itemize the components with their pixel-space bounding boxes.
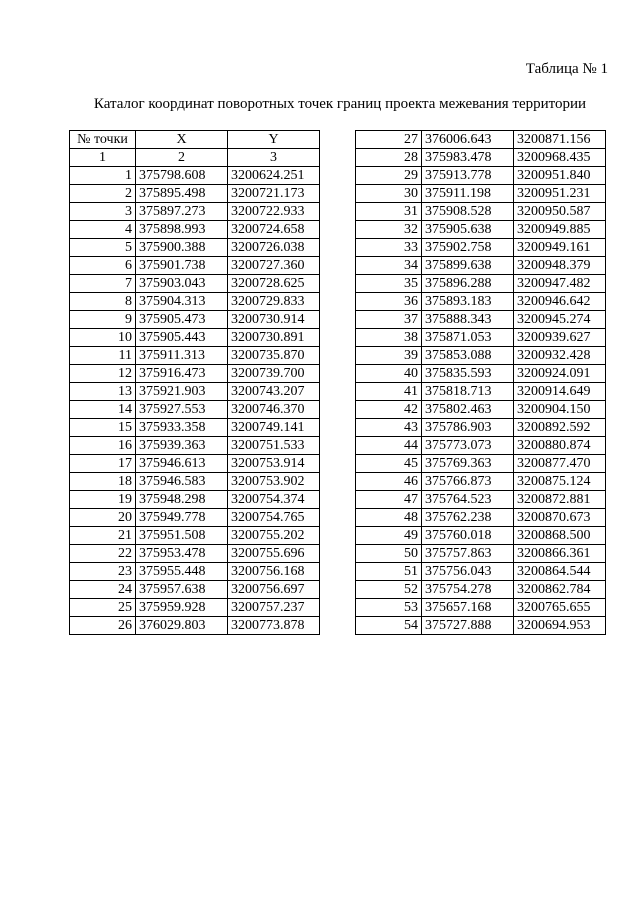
y-coordinate-cell: 3200872.881 — [514, 491, 606, 509]
point-number-cell: 2 — [70, 185, 136, 203]
y-coordinate-cell: 3200753.914 — [228, 455, 320, 473]
y-coordinate-cell: 3200756.168 — [228, 563, 320, 581]
x-coordinate-cell: 375895.498 — [136, 185, 228, 203]
point-number-cell: 38 — [356, 329, 422, 347]
table-row — [70, 239, 320, 257]
y-coordinate-cell: 3200728.625 — [228, 275, 320, 293]
table-row — [70, 383, 320, 401]
point-number-cell: 36 — [356, 293, 422, 311]
x-coordinate-cell: 375818.713 — [422, 383, 514, 401]
table-row — [70, 347, 320, 365]
x-coordinate-cell: 375757.863 — [422, 545, 514, 563]
x-coordinate-cell: 375913.778 — [422, 167, 514, 185]
table-row — [356, 455, 606, 473]
x-coordinate-cell: 375786.903 — [422, 419, 514, 437]
table-row — [70, 617, 320, 635]
point-number-cell: 54 — [356, 617, 422, 635]
y-coordinate-cell: 3200951.840 — [514, 167, 606, 185]
y-coordinate-cell: 3200754.765 — [228, 509, 320, 527]
point-number-cell: 4 — [70, 221, 136, 239]
point-number-cell: 26 — [70, 617, 136, 635]
point-number-cell: 1 — [70, 167, 136, 185]
point-number-cell: 11 — [70, 347, 136, 365]
table-row — [356, 617, 606, 635]
y-coordinate-cell: 3200743.207 — [228, 383, 320, 401]
y-coordinate-cell: 3200751.533 — [228, 437, 320, 455]
table-row — [70, 293, 320, 311]
x-coordinate-cell: 375946.583 — [136, 473, 228, 491]
y-coordinate-cell: 3200877.470 — [514, 455, 606, 473]
table-row — [70, 275, 320, 293]
point-number-cell: 10 — [70, 329, 136, 347]
table-row — [356, 527, 606, 545]
x-coordinate-cell: 375754.278 — [422, 581, 514, 599]
x-coordinate-cell: 375871.053 — [422, 329, 514, 347]
y-coordinate-cell: 3200866.361 — [514, 545, 606, 563]
point-number-cell: 31 — [356, 203, 422, 221]
y-coordinate-cell: 3200755.696 — [228, 545, 320, 563]
x-coordinate-cell: 375902.758 — [422, 239, 514, 257]
y-coordinate-cell: 3200727.360 — [228, 257, 320, 275]
x-coordinate-cell: 375904.313 — [136, 293, 228, 311]
y-coordinate-cell: 3200932.428 — [514, 347, 606, 365]
table-row — [356, 383, 606, 401]
x-coordinate-cell: 376006.643 — [422, 131, 514, 149]
y-coordinate-cell: 3200721.173 — [228, 185, 320, 203]
y-coordinate-cell: 3200924.091 — [514, 365, 606, 383]
table-row — [70, 257, 320, 275]
coordinates-table-right-body — [356, 131, 606, 635]
table-row — [70, 365, 320, 383]
point-number-cell: 53 — [356, 599, 422, 617]
table-row — [356, 185, 606, 203]
x-coordinate-cell: 375957.638 — [136, 581, 228, 599]
y-coordinate-cell: 3200739.700 — [228, 365, 320, 383]
point-number-cell: 28 — [356, 149, 422, 167]
table-row — [70, 473, 320, 491]
table-row — [356, 347, 606, 365]
point-number-cell: 51 — [356, 563, 422, 581]
point-number-cell: 47 — [356, 491, 422, 509]
x-coordinate-cell: 375959.928 — [136, 599, 228, 617]
x-coordinate-cell: 375983.478 — [422, 149, 514, 167]
table-row — [70, 527, 320, 545]
table-row — [70, 581, 320, 599]
point-number-cell: 8 — [70, 293, 136, 311]
y-coordinate-cell: 3200949.885 — [514, 221, 606, 239]
point-number-cell: 39 — [356, 347, 422, 365]
table-row — [70, 311, 320, 329]
y-coordinate-cell: 3200950.587 — [514, 203, 606, 221]
x-coordinate-cell: 375762.238 — [422, 509, 514, 527]
point-number-cell: 7 — [70, 275, 136, 293]
y-coordinate-cell: 3200694.953 — [514, 617, 606, 635]
y-coordinate-cell: 3200753.902 — [228, 473, 320, 491]
x-coordinate-cell: 375953.478 — [136, 545, 228, 563]
table-row — [356, 365, 606, 383]
x-coordinate-cell: 375903.043 — [136, 275, 228, 293]
table-row — [356, 275, 606, 293]
table-row — [70, 563, 320, 581]
coordinates-table-right — [355, 130, 606, 635]
point-number-cell: 3 — [70, 203, 136, 221]
table-row — [356, 203, 606, 221]
table-number: Таблица № 1 — [525, 61, 608, 77]
y-coordinate-cell: 3200892.592 — [514, 419, 606, 437]
x-coordinate-cell: 375927.553 — [136, 401, 228, 419]
y-coordinate-cell: 3200729.833 — [228, 293, 320, 311]
y-coordinate-cell: 3200948.379 — [514, 257, 606, 275]
point-number-cell: 43 — [356, 419, 422, 437]
x-coordinate-cell: 375916.473 — [136, 365, 228, 383]
y-coordinate-cell: 3200749.141 — [228, 419, 320, 437]
x-coordinate-cell: 375911.198 — [422, 185, 514, 203]
column-number-1: 1 — [70, 149, 136, 167]
table-row — [356, 239, 606, 257]
y-coordinate-cell: 3200880.874 — [514, 437, 606, 455]
point-number-cell: 30 — [356, 185, 422, 203]
x-coordinate-cell: 375835.593 — [422, 365, 514, 383]
table-row — [356, 329, 606, 347]
y-coordinate-cell: 3200945.274 — [514, 311, 606, 329]
point-number-cell: 6 — [70, 257, 136, 275]
point-number-cell: 5 — [70, 239, 136, 257]
table-row — [70, 437, 320, 455]
x-coordinate-cell: 375900.388 — [136, 239, 228, 257]
table-row — [70, 329, 320, 347]
x-coordinate-cell: 375901.738 — [136, 257, 228, 275]
point-number-cell: 42 — [356, 401, 422, 419]
x-coordinate-cell: 375769.363 — [422, 455, 514, 473]
table-row — [356, 311, 606, 329]
y-coordinate-cell: 3200870.673 — [514, 509, 606, 527]
y-coordinate-cell: 3200875.124 — [514, 473, 606, 491]
table-row — [356, 563, 606, 581]
x-coordinate-cell: 375756.043 — [422, 563, 514, 581]
x-coordinate-cell: 375939.363 — [136, 437, 228, 455]
x-coordinate-cell: 375908.528 — [422, 203, 514, 221]
y-coordinate-cell: 3200726.038 — [228, 239, 320, 257]
point-number-cell: 35 — [356, 275, 422, 293]
point-number-cell: 19 — [70, 491, 136, 509]
x-coordinate-cell: 375893.183 — [422, 293, 514, 311]
point-number-cell: 24 — [70, 581, 136, 599]
point-number-cell: 32 — [356, 221, 422, 239]
point-number-cell: 22 — [70, 545, 136, 563]
column-number-3: 3 — [228, 149, 320, 167]
point-number-cell: 44 — [356, 437, 422, 455]
y-coordinate-cell: 3200968.435 — [514, 149, 606, 167]
table-row — [70, 491, 320, 509]
table-row — [356, 293, 606, 311]
y-coordinate-cell: 3200730.914 — [228, 311, 320, 329]
document-title: Каталог координат поворотных точек границ проекта межевания территории — [93, 96, 587, 112]
table-row — [70, 401, 320, 419]
y-coordinate-cell: 3200914.649 — [514, 383, 606, 401]
table-row — [356, 599, 606, 617]
table-row — [356, 509, 606, 527]
table-row — [356, 257, 606, 275]
table-row — [70, 545, 320, 563]
x-coordinate-cell: 375896.288 — [422, 275, 514, 293]
y-coordinate-cell: 3200904.150 — [514, 401, 606, 419]
x-coordinate-cell: 375802.463 — [422, 401, 514, 419]
table-row — [70, 509, 320, 527]
y-coordinate-cell: 3200754.374 — [228, 491, 320, 509]
point-number-cell: 46 — [356, 473, 422, 491]
y-coordinate-cell: 3200868.500 — [514, 527, 606, 545]
y-coordinate-cell: 3200862.784 — [514, 581, 606, 599]
point-number-cell: 25 — [70, 599, 136, 617]
point-number-cell: 34 — [356, 257, 422, 275]
point-number-cell: 40 — [356, 365, 422, 383]
x-coordinate-cell: 375955.448 — [136, 563, 228, 581]
point-number-cell: 49 — [356, 527, 422, 545]
x-coordinate-cell: 375905.473 — [136, 311, 228, 329]
x-coordinate-cell: 376029.803 — [136, 617, 228, 635]
y-coordinate-cell: 3200722.933 — [228, 203, 320, 221]
y-coordinate-cell: 3200755.202 — [228, 527, 320, 545]
y-coordinate-cell: 3200949.161 — [514, 239, 606, 257]
x-coordinate-cell: 375766.873 — [422, 473, 514, 491]
y-coordinate-cell: 3200871.156 — [514, 131, 606, 149]
x-coordinate-cell: 375760.018 — [422, 527, 514, 545]
x-coordinate-cell: 375764.523 — [422, 491, 514, 509]
table-row — [356, 491, 606, 509]
y-coordinate-cell: 3200947.482 — [514, 275, 606, 293]
y-coordinate-cell: 3200939.627 — [514, 329, 606, 347]
header-x: X — [136, 131, 228, 149]
y-coordinate-cell: 3200864.544 — [514, 563, 606, 581]
y-coordinate-cell: 3200756.697 — [228, 581, 320, 599]
column-number-2: 2 — [136, 149, 228, 167]
point-number-cell: 9 — [70, 311, 136, 329]
table-row — [356, 167, 606, 185]
table-row — [356, 401, 606, 419]
point-number-cell: 13 — [70, 383, 136, 401]
x-coordinate-cell: 375657.168 — [422, 599, 514, 617]
table-row — [70, 185, 320, 203]
y-coordinate-cell: 3200735.870 — [228, 347, 320, 365]
y-coordinate-cell: 3200951.231 — [514, 185, 606, 203]
x-coordinate-cell: 375773.073 — [422, 437, 514, 455]
y-coordinate-cell: 3200757.237 — [228, 599, 320, 617]
x-coordinate-cell: 375853.088 — [422, 347, 514, 365]
table-row — [70, 167, 320, 185]
y-coordinate-cell: 3200730.891 — [228, 329, 320, 347]
table-row — [356, 419, 606, 437]
point-number-cell: 20 — [70, 509, 136, 527]
table-row — [356, 545, 606, 563]
x-coordinate-cell: 375933.358 — [136, 419, 228, 437]
point-number-cell: 52 — [356, 581, 422, 599]
table-row — [70, 455, 320, 473]
x-coordinate-cell: 375911.313 — [136, 347, 228, 365]
x-coordinate-cell: 375948.298 — [136, 491, 228, 509]
x-coordinate-cell: 375905.638 — [422, 221, 514, 239]
point-number-cell: 45 — [356, 455, 422, 473]
point-number-cell: 37 — [356, 311, 422, 329]
x-coordinate-cell: 375897.273 — [136, 203, 228, 221]
table-header-row — [70, 131, 320, 149]
x-coordinate-cell: 375888.343 — [422, 311, 514, 329]
point-number-cell: 16 — [70, 437, 136, 455]
table-row — [356, 437, 606, 455]
point-number-cell: 48 — [356, 509, 422, 527]
table-row — [70, 599, 320, 617]
header-point: № точки — [70, 131, 136, 149]
point-number-cell: 21 — [70, 527, 136, 545]
point-number-cell: 18 — [70, 473, 136, 491]
x-coordinate-cell: 375898.993 — [136, 221, 228, 239]
coordinates-table-left — [69, 130, 320, 635]
column-number-row — [70, 149, 320, 167]
x-coordinate-cell: 375905.443 — [136, 329, 228, 347]
point-number-cell: 29 — [356, 167, 422, 185]
table-row — [356, 221, 606, 239]
x-coordinate-cell: 375798.608 — [136, 167, 228, 185]
x-coordinate-cell: 375727.888 — [422, 617, 514, 635]
point-number-cell: 50 — [356, 545, 422, 563]
header-y: Y — [228, 131, 320, 149]
table-row — [356, 473, 606, 491]
point-number-cell: 41 — [356, 383, 422, 401]
table-row — [70, 221, 320, 239]
point-number-cell: 27 — [356, 131, 422, 149]
y-coordinate-cell: 3200946.642 — [514, 293, 606, 311]
coordinates-table-left-body — [70, 131, 320, 635]
point-number-cell: 23 — [70, 563, 136, 581]
y-coordinate-cell: 3200773.878 — [228, 617, 320, 635]
y-coordinate-cell: 3200724.658 — [228, 221, 320, 239]
x-coordinate-cell: 375921.903 — [136, 383, 228, 401]
table-row — [356, 581, 606, 599]
x-coordinate-cell: 375951.508 — [136, 527, 228, 545]
x-coordinate-cell: 375949.778 — [136, 509, 228, 527]
point-number-cell: 14 — [70, 401, 136, 419]
table-row — [70, 203, 320, 221]
table-row — [70, 419, 320, 437]
point-number-cell: 33 — [356, 239, 422, 257]
y-coordinate-cell: 3200746.370 — [228, 401, 320, 419]
point-number-cell: 17 — [70, 455, 136, 473]
table-row — [356, 131, 606, 149]
point-number-cell: 15 — [70, 419, 136, 437]
y-coordinate-cell: 3200765.655 — [514, 599, 606, 617]
point-number-cell: 12 — [70, 365, 136, 383]
x-coordinate-cell: 375899.638 — [422, 257, 514, 275]
y-coordinate-cell: 3200624.251 — [228, 167, 320, 185]
x-coordinate-cell: 375946.613 — [136, 455, 228, 473]
table-row — [356, 149, 606, 167]
